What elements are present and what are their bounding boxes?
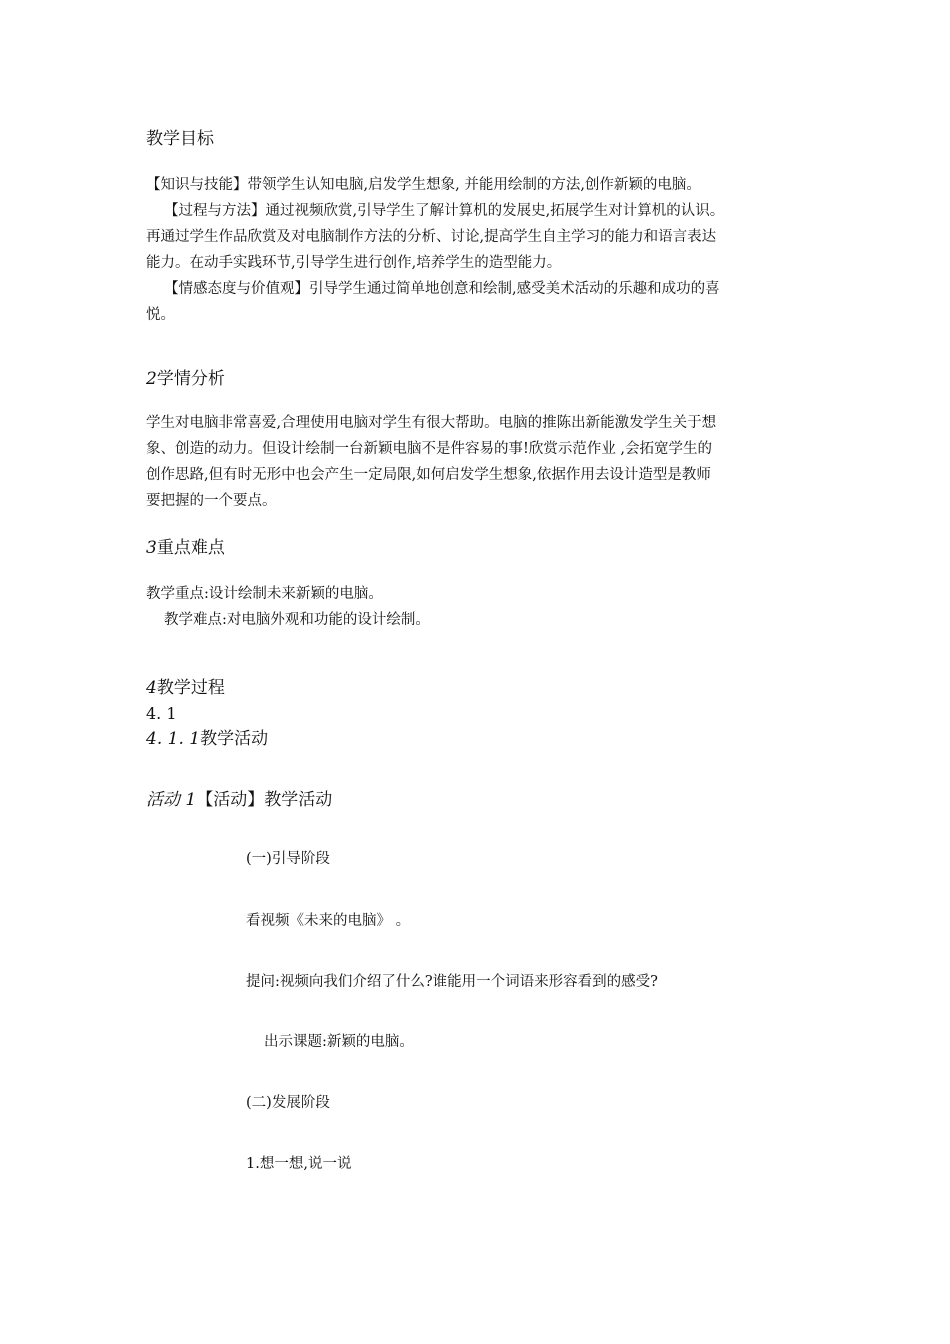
section-heading-key-points — [146, 537, 225, 559]
subsection-heading-teaching-activity — [146, 728, 268, 750]
activity-title: 【活动】教学活动 — [196, 790, 333, 810]
paragraph-line: 要把握的一个要点。 — [146, 493, 277, 509]
subsection-number: 4. 1. 1 — [146, 729, 201, 749]
paragraph-line: 【过程与方法】通过视频欣赏,引导学生了解计算机的发展史,拓展学生对计算机的认识。 — [164, 203, 725, 219]
activity-number: 活动 1 — [146, 790, 197, 810]
section-title: 教学目标 — [146, 129, 214, 149]
activity-item: 提问:视频向我们介绍了什么?谁能用一个词语来形容看到的感受? — [246, 974, 658, 990]
activity-heading — [146, 789, 332, 811]
section-title: 学情分析 — [156, 369, 225, 389]
activity-item: 1.想一想,说一说 — [246, 1156, 352, 1172]
activity-item: (一)引导阶段 — [246, 851, 330, 867]
paragraph-line: 学生对电脑非常喜爱,合理使用电脑对学生有很大帮助。电脑的推陈出新能激发学生关于想 — [146, 415, 717, 431]
paragraph-line: 再通过学生作品欣赏及对电脑制作方法的分析、讨论,提高学生自主学习的能力和语言表达 — [146, 229, 717, 245]
paragraph-line: 教学重点:设计绘制未来新颖的电脑。 — [146, 586, 383, 602]
paragraph-line: 象、创造的动力。但设计绘制一台新颖电脑不是件容易的事!欣赏示范作业 ,会拓宽学生的 — [146, 441, 713, 457]
activity-item: 出示课题:新颖的电脑。 — [264, 1034, 414, 1050]
section-title: 教学过程 — [156, 678, 225, 698]
paragraph-line: 创作思路,但有时无形中也会产生一定局限,如何启发学生想象,依据作用去设计造型是教师 — [146, 467, 711, 483]
subsection-number: 4. 1 — [146, 704, 177, 723]
section-number: 3 — [146, 538, 157, 558]
section-number: 2 — [146, 369, 157, 389]
section-heading-teaching-goals — [146, 128, 214, 150]
paragraph-line: 能力。在动手实践环节,引导学生进行创作,培养学生的造型能力。 — [146, 255, 562, 271]
paragraph-line: 教学难点:对电脑外观和功能的设计绘制。 — [164, 612, 430, 628]
section-heading-student-analysis — [146, 368, 225, 390]
section-title: 重点难点 — [156, 538, 225, 558]
section-number: 4 — [146, 678, 157, 698]
teaching-goals-paragraph — [146, 172, 806, 328]
subsection-title: 教学活动 — [200, 729, 269, 749]
student-analysis-paragraph — [146, 410, 806, 514]
activity-item: 看视频《未来的电脑》 。 — [246, 913, 411, 929]
key-points-paragraph — [146, 581, 806, 633]
paragraph-line: 【情感态度与价值观】引导学生通过简单地创意和绘制,感受美术活动的乐趣和成功的喜 — [164, 281, 720, 297]
section-heading-teaching-process — [146, 677, 225, 699]
paragraph-line: 悦。 — [146, 307, 175, 323]
activity-item: (二)发展阶段 — [246, 1095, 330, 1111]
paragraph-line: 【知识与技能】带领学生认知电脑,启发学生想象, 并能用绘制的方法,创作新颖的电脑。 — [146, 177, 701, 193]
